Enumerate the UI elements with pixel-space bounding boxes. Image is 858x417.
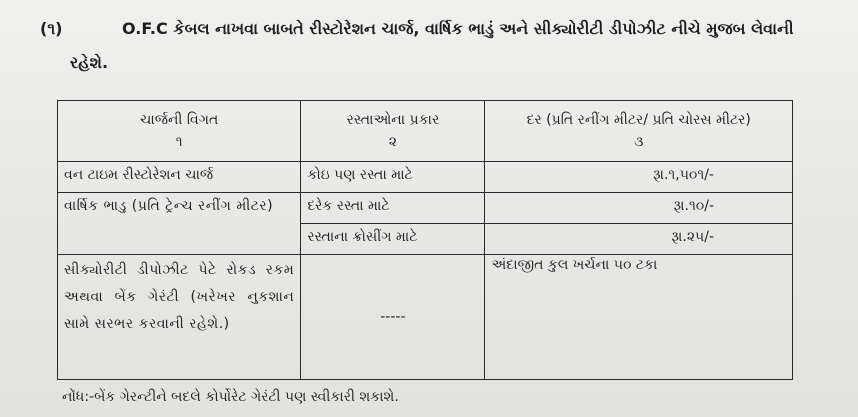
header-column-number: ૩ <box>634 134 644 150</box>
section-heading-text: O.F.C કેબલ નાખવા બાબતે રીસ્ટોરેશન ચાર્જ, વાર્ષિક ભાડું અને સીક્યોરીટી ડીપોઝીટ નીચે મુજબ લેવાની <box>122 19 794 38</box>
cell-rate: રૂા.૨૫/- <box>485 224 793 255</box>
footnote: નોંધ:-બેંક ગેરન્ટીને બદલે કોર્પોરેટ ગેરંટી પણ સ્વીકારી શકાશે. <box>62 389 399 405</box>
cell-road-type: રસ્તાના ક્રોસીંગ માટે <box>301 224 485 255</box>
header-label: દર (પ્રતિ રનીંગ મીટર/ પ્રતિ ચોરસ મીટર) <box>526 112 751 128</box>
cell-road-type: દરેક રસ્તા માટે <box>301 193 485 224</box>
section-heading <box>40 12 830 80</box>
table-header-row <box>58 101 793 162</box>
header-column-number: ૧ <box>175 134 183 150</box>
header-cell-charge-detail <box>58 101 301 162</box>
header-cell-road-type <box>301 101 485 162</box>
cell-road-type: કોઇ પણ રસ્તા માટે <box>301 162 485 193</box>
table-row <box>58 193 793 224</box>
table-row <box>58 255 793 380</box>
section-heading-continuation: રહેશે. <box>70 53 109 72</box>
section-number: (૧) <box>40 19 63 38</box>
cell-rate: રૂા.૧૦/- <box>485 193 793 224</box>
cell-rate: રૂા.૧,૫૦૧/- <box>485 162 793 193</box>
cell-rate: અંદાજીત કુલ ખર્ચના ૫૦ ટકા <box>485 255 793 380</box>
header-column-number: ૨ <box>388 134 397 150</box>
charges-table <box>57 100 793 380</box>
header-cell-rate <box>485 101 793 162</box>
cell-charge-detail: વન ટાઇમ રીસ્ટોરેશન ચાર્જ <box>58 162 301 193</box>
header-label: રસ્તાઓના પ્રકાર <box>346 112 440 128</box>
table-row <box>58 162 793 193</box>
cell-charge-detail: સીક્યોરીટી ડીપોઝીટ પેટે રોકડ રકમ અથવા બેંક ગેરંટી (ખરેખર નુકશાન સામે સરભર કરવાની રહેશે.) <box>58 255 301 380</box>
cell-road-type: ----- <box>301 255 485 380</box>
cell-charge-detail: વાર્ષિક ભાડુ (પ્રતિ ટ્રેન્ચ રનીંગ મીટર) <box>58 193 301 255</box>
header-label: ચાર્જની વિગત <box>140 112 219 128</box>
